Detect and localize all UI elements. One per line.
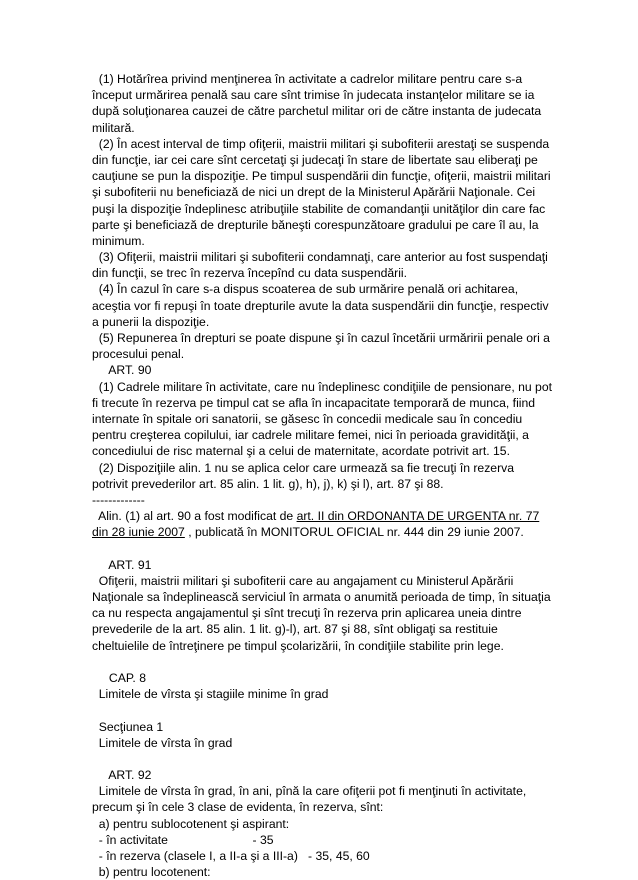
list-item: b) pentru locotenent: (92, 865, 211, 880)
list-item: - în activitate - 35 (92, 832, 274, 847)
blank-line (92, 702, 547, 718)
text-line: cauţiune se pun la dispoziţie. Pe timpul suspendării din funcţie, ofiţerii, maistrii militari (92, 169, 551, 184)
text-line: din funcţie, iar cei care sînt cercetaţi şi judecaţi în stare de libertate sau eliberaţi pe (92, 152, 538, 167)
article-heading: ART. 91 (92, 557, 152, 572)
text-line: prevederile de la art. 85 alin. 1 lit. g)-l), art. 87 şi 88, sînt obligaţi sa restituie (92, 622, 498, 637)
text-line: (3) Ofiţerii, maistrii militari şi subofiterii condamnaţi, care anterior au fost suspendaţi (92, 250, 548, 265)
ordinance-date-link[interactable]: din 28 iunie 2007 (92, 525, 185, 540)
amendment-note (92, 524, 547, 540)
text-line: fi trecute în rezerva pe timpul cat se afla în incapacitate temporară de munca, fiind (92, 395, 536, 410)
text-line: pentru creşterea copilului, iar cadrele militare femei, nici în perioada gravidităţii, a (92, 428, 529, 443)
document-page (92, 71, 552, 880)
section-heading: Secţiunea 1 (92, 719, 164, 734)
text-line: (4) În cazul în care s-a dispus scoaterea de sub urmărire penală ori achitarea, (92, 282, 519, 297)
text-line: (1) Cadrele militare în activitate, care nu îndeplinesc condiţiile de pensionare, nu pot (92, 379, 552, 394)
text-line: procesului penal. (92, 347, 185, 362)
amendment-text: , publicată în MONITORUL OFICIAL nr. 444 din 29 iunie 2007. (184, 525, 524, 540)
text-line: Limitele de vîrsta în grad, în ani, pînă la care ofiţerii pot fi menţinuti în activitate, (92, 784, 527, 799)
text-line: (5) Repunerea în drepturi se poate dispune şi în cazul încetării urmăririi penale ori a (92, 331, 550, 345)
text-line: aceştia vor fi repuşi în toate drepturile avute la data suspendării din funcţie, respectiv (92, 298, 549, 313)
amendment-text: Alin. (1) al art. 90 a fost modificat de (92, 509, 297, 524)
text-line: Ofiţerii, maistrii militari şi subofiterii care au angajament cu Ministerul Apărării (92, 573, 514, 588)
text-line: internate în spitale ori sanatorii, se găsesc în concedii medicale sau în concediu (92, 411, 523, 426)
text-line: minimum. (92, 233, 145, 248)
amendment-note (92, 508, 547, 524)
section-title: Limitele de vîrsta în grad (92, 735, 233, 750)
blank-line (92, 654, 547, 670)
text-line: militară. (92, 120, 135, 135)
text-line: parte şi beneficiază de drepturile băneşti corespunzătoare gradului pe care îl au, la (92, 217, 539, 232)
text-line: (2) Dispoziţiile alin. 1 nu se aplica celor care urmează sa fie trecuţi în rezerva (92, 460, 515, 475)
text-line: ca nu respecta angajamentul şi sînt trecuţi în rezerva prin aplicarea uneia dintre (92, 606, 522, 621)
separator-line: ------------- (92, 492, 145, 507)
text-line: şi subofiterii nu beneficiază de nici un drept de la Ministerul Apărării Naţionale. Cei (92, 185, 536, 200)
article-heading: ART. 92 (92, 768, 152, 783)
chapter-title: Limitele de vîrsta şi stagiile minime în grad (92, 687, 329, 702)
text-line: puşi la dispoziţie îndeplinesc atribuţiile stabilite de comandanţii unităţilor din care fac (92, 201, 546, 216)
ordinance-link[interactable]: art. II din ORDONANTA DE URGENTA nr. 77 (296, 509, 540, 524)
text-line: cheltuielile de întreţinere pe timpul şcolarizării, în condiţiile stabilite prin lege. (92, 638, 504, 653)
text-line: (1) Hotărîrea privind menţinerea în activitate a cadrelor militare pentru care s-a (92, 72, 523, 86)
text-line: a punerii la dispoziţie. (92, 314, 210, 329)
blank-line (92, 751, 547, 767)
text-line: după soluţionarea cauzei de către parchetul militar ori de către instanta de judecata (92, 104, 542, 119)
blank-line (92, 540, 547, 556)
article-heading: ART. 90 (92, 363, 152, 378)
text-line: precum şi în cele 3 clase de evidenta, în rezerva, sînt: (92, 800, 384, 815)
list-item: a) pentru sublocotenent şi aspirant: (92, 816, 290, 831)
text-line: concediului de risc maternal şi a celui de maternitate, acordate potrivit art. 15. (92, 444, 510, 459)
text-line: început urmărirea penală sau care sînt trimise în judecata instanţelor militare se ia (92, 88, 535, 103)
text-line: din funcţii, se trec în rezerva începînd cu data suspendării. (92, 266, 408, 281)
list-item: - în rezerva (clasele I, a II-a şi a III-a) - 35, 45, 60 (92, 849, 370, 863)
text-line: (2) În acest interval de timp ofiţerii, maistrii militari şi subofiterii arestaţi se suspenda (92, 136, 550, 151)
text-line: potrivit prevederilor art. 85 alin. 1 lit. g), h), j), k) şi l), art. 87 şi 88. (92, 476, 444, 491)
chapter-heading: CAP. 8 (92, 670, 146, 685)
text-line: Naţionale sa îndeplinească serviciul în armata o anumită perioada de timp, în situaţia (92, 590, 551, 604)
